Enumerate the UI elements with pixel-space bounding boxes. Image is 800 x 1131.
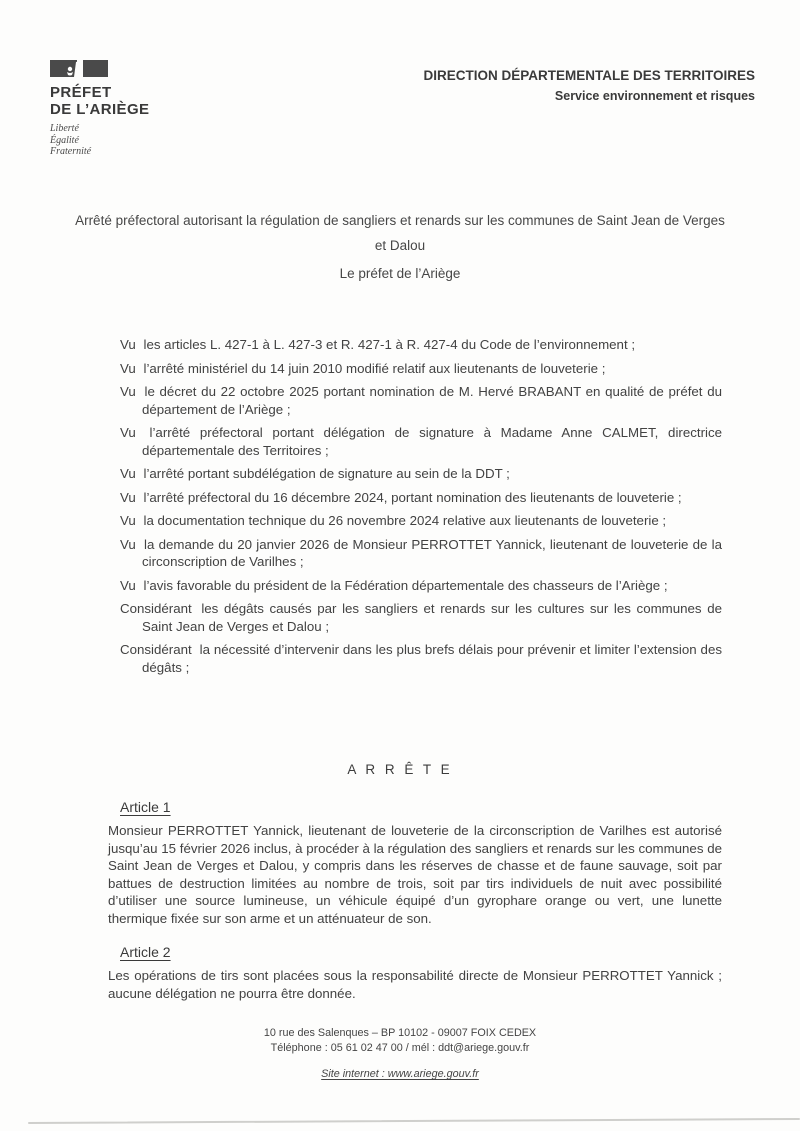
recital-item — [120, 336, 722, 354]
recital-text: l’avis favorable du président de la Fédération départementale des chasseurs de l’Ariège ; — [143, 577, 668, 593]
recital-text: la documentation technique du 26 novembre 2024 relative aux lieutenants de louveterie ; — [143, 513, 667, 528]
recital-item — [120, 536, 722, 571]
document-title: Arrêté préfectoral autorisant la régulation de sangliers et renards sur les communes de Saint Jean de Verges et Dalou — [75, 213, 725, 253]
prefecture-logo — [50, 60, 240, 158]
article-2-heading-text: Article 2 — [120, 944, 171, 960]
recital-label: Considérant — [120, 601, 192, 616]
recitals-section — [120, 336, 722, 682]
document-issuer: Le préfet de l’Ariège — [339, 266, 461, 281]
motto-egalite: Égalité — [50, 134, 79, 146]
article-2 — [108, 944, 722, 1002]
recital-label: Vu — [120, 384, 136, 399]
scan-edge-artifact — [28, 1118, 800, 1124]
footer-contact: Téléphone : 05 61 02 47 00 / mél : ddt@ariege.gouv.fr — [270, 1042, 530, 1054]
recital-label: Vu — [120, 489, 136, 505]
recital-text: le décret du 22 octobre 2025 portant nomination de M. Hervé BRABANT en qualité de préfet du département de l’Ariège ; — [142, 384, 722, 417]
recital-text: l’arrêté ministériel du 14 juin 2010 modifié relatif aux lieutenants de louveterie ; — [143, 360, 606, 376]
recital-item — [120, 360, 722, 378]
motto-fraternite: Fraternité — [50, 146, 92, 157]
recital-text: les dégâts causés par les sangliers et renards sur les cultures sur les communes de Saint Jean de Verges et Dalou ; — [142, 601, 722, 634]
footer-website-link[interactable]: Site internet : www.ariege.gouv.fr — [321, 1068, 479, 1080]
recital-item — [120, 512, 722, 530]
recital-item — [120, 641, 722, 676]
recital-label: Vu — [120, 466, 136, 481]
recital-text: l’arrêté préfectoral du 16 décembre 2024, portant nomination des lieutenants de louveterie ; — [143, 489, 682, 505]
recital-item — [120, 600, 722, 635]
recital-label: Vu — [120, 513, 136, 528]
footer-address: 10 rue des Salenques – BP 10102 - 09007 FOIX CEDEX — [263, 1027, 537, 1039]
recital-text: l’arrêté préfectoral portant délégation de signature à Madame Anne CALMET, directrice départementale des Territoires ; — [142, 425, 722, 458]
recital-label: Vu — [120, 577, 136, 593]
article-1-body: Monsieur PERROTTET Yannick, lieutenant de louveterie de la circonscription de Varilhes est autorisé jusqu’au 15 février 2026 inclus, à procéder à la régulation des sangliers et renards sur les communes de Saint Jean de Verges et Dalou, y compris dans les réserves de chasse et de faune sauvage, soit par battues de destruction limitées au nombre de trois, soit par tirs individuels de nuit avec possibilité d’utiliser une source lumineuse, un véhicule équipé d’un gyrophare orange ou vert, une lunette thermique fixée sur son arme et un atténuateur de son. — [108, 823, 722, 926]
recital-item — [120, 489, 722, 507]
article-1-heading-text: Article 1 — [120, 799, 171, 815]
recital-text: la nécessité d’intervenir dans les plus brefs délais pour prévenir et limiter l’extension des dégâts ; — [142, 642, 722, 675]
recital-label: Vu — [120, 360, 136, 376]
recital-label: Considérant — [120, 642, 192, 657]
marianne-flag-icon — [50, 60, 110, 78]
recital-item — [120, 383, 722, 418]
issuing-service-header — [423, 68, 755, 104]
recital-item — [120, 424, 722, 459]
logo-line1: PRÉFET — [50, 84, 112, 101]
recital-text: la demande du 20 janvier 2026 de Monsieur PERROTTET Yannick, lieutenant de louveterie de la circonscription de Varilhes ; — [142, 536, 722, 569]
recital-text: les articles L. 427-1 à L. 427-3 et R. 427-1 à R. 427-4 du Code de l’environnement ; — [143, 337, 636, 352]
logo-title — [50, 84, 240, 118]
recital-item — [120, 577, 722, 595]
direction-name: DIRECTION DÉPARTEMENTALE DES TERRITOIRES — [423, 68, 755, 83]
recital-label: Vu — [120, 337, 136, 352]
decision-heading: A R R Ê T E — [347, 762, 453, 777]
logo-motto — [50, 123, 240, 158]
article-1 — [108, 799, 722, 928]
motto-liberte: Liberté — [50, 123, 79, 134]
recital-label: Vu — [120, 425, 136, 440]
article-1-heading — [120, 799, 722, 815]
recital-label: Vu — [120, 536, 136, 552]
recital-text: l’arrêté portant subdélégation de signature au sein de la DDT ; — [143, 466, 510, 481]
recital-item — [120, 465, 722, 483]
article-2-heading — [120, 944, 722, 960]
footer — [0, 1026, 800, 1082]
article-2-body: Les opérations de tirs sont placées sous la responsabilité directe de Monsieur PERROTTET Yannick ; aucune délégation ne pourra être donnée. — [108, 968, 722, 1001]
service-name: Service environnement et risques — [554, 89, 755, 103]
logo-line2: DE L’ARIÈGE — [50, 101, 150, 118]
